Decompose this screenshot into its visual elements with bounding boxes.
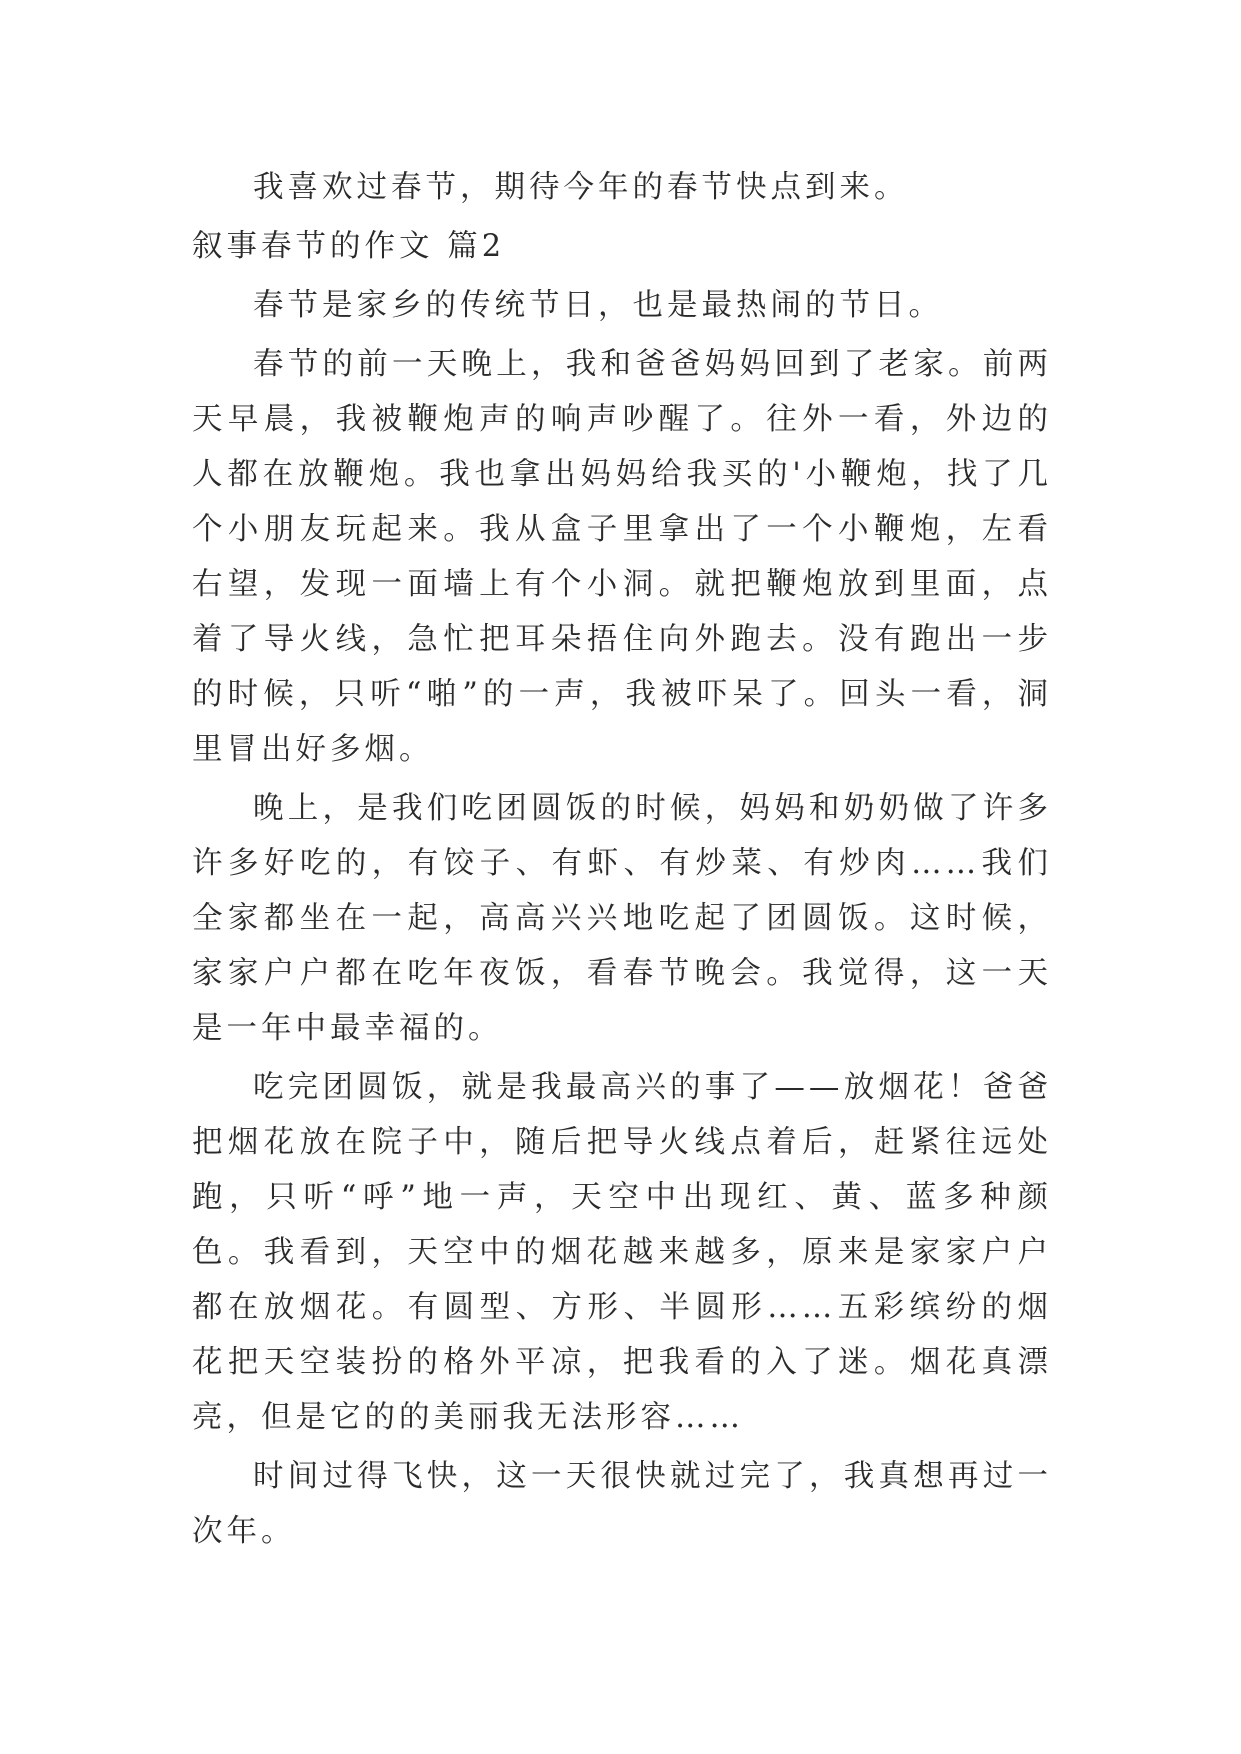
paragraph: 晚上，是我们吃团圆饭的时候，妈妈和奶奶做了许多许多好吃的，有饺子、有虾、有炒菜、有炒肉……我们全家都坐在一起，高高兴兴地吃起了团圆饭。这时候，家家户户都在吃年夜饭，看春节晚会。我觉得，这一天是一年中最幸福的。	[192, 791, 1052, 1046]
paragraph: 春节是家乡的传统节日，也是最热闹的节日。	[253, 288, 943, 323]
paragraph: 吃完团圆饭，就是我最高兴的事了——放烟花！爸爸把烟花放在院子中，随后把导火线点着后，赶紧往远处跑，只听“呼”地一声，天空中出现红、黄、蓝多种颜色。我看到，天空中的烟花越来越多，原来是家家户户都在放烟花。有圆型、方形、半圆形……五彩缤纷的烟花把天空装扮的格外平凉，把我看的入了迷。烟花真漂亮，但是它的的美丽我无法形容……	[192, 1070, 1052, 1435]
paragraph: 春节的前一天晚上，我和爸爸妈妈回到了老家。前两天早晨，我被鞭炮声的响声吵醒了。往外一看，外边的人都在放鞭炮。我也拿出妈妈给我买的'小鞭炮，找了几个小朋友玩起来。我从盒子里拿出了一个小鞭炮，左看右望，发现一面墙上有个小洞。就把鞭炮放到里面，点着了导火线，急忙把耳朵捂住向外跑去。没有跑出一步的时候，只听“啪”的一声，我被吓呆了。回头一看，洞里冒出好多烟。	[192, 347, 1052, 767]
essay-heading: 叙事春节的作文 篇2	[192, 229, 506, 264]
paragraph-intro-closing: 我喜欢过春节，期待今年的春节快点到来。	[253, 170, 909, 205]
document-body	[192, 160, 1052, 1563]
paragraph: 时间过得飞快，这一天很快就过完了，我真想再过一次年。	[192, 1459, 1052, 1549]
